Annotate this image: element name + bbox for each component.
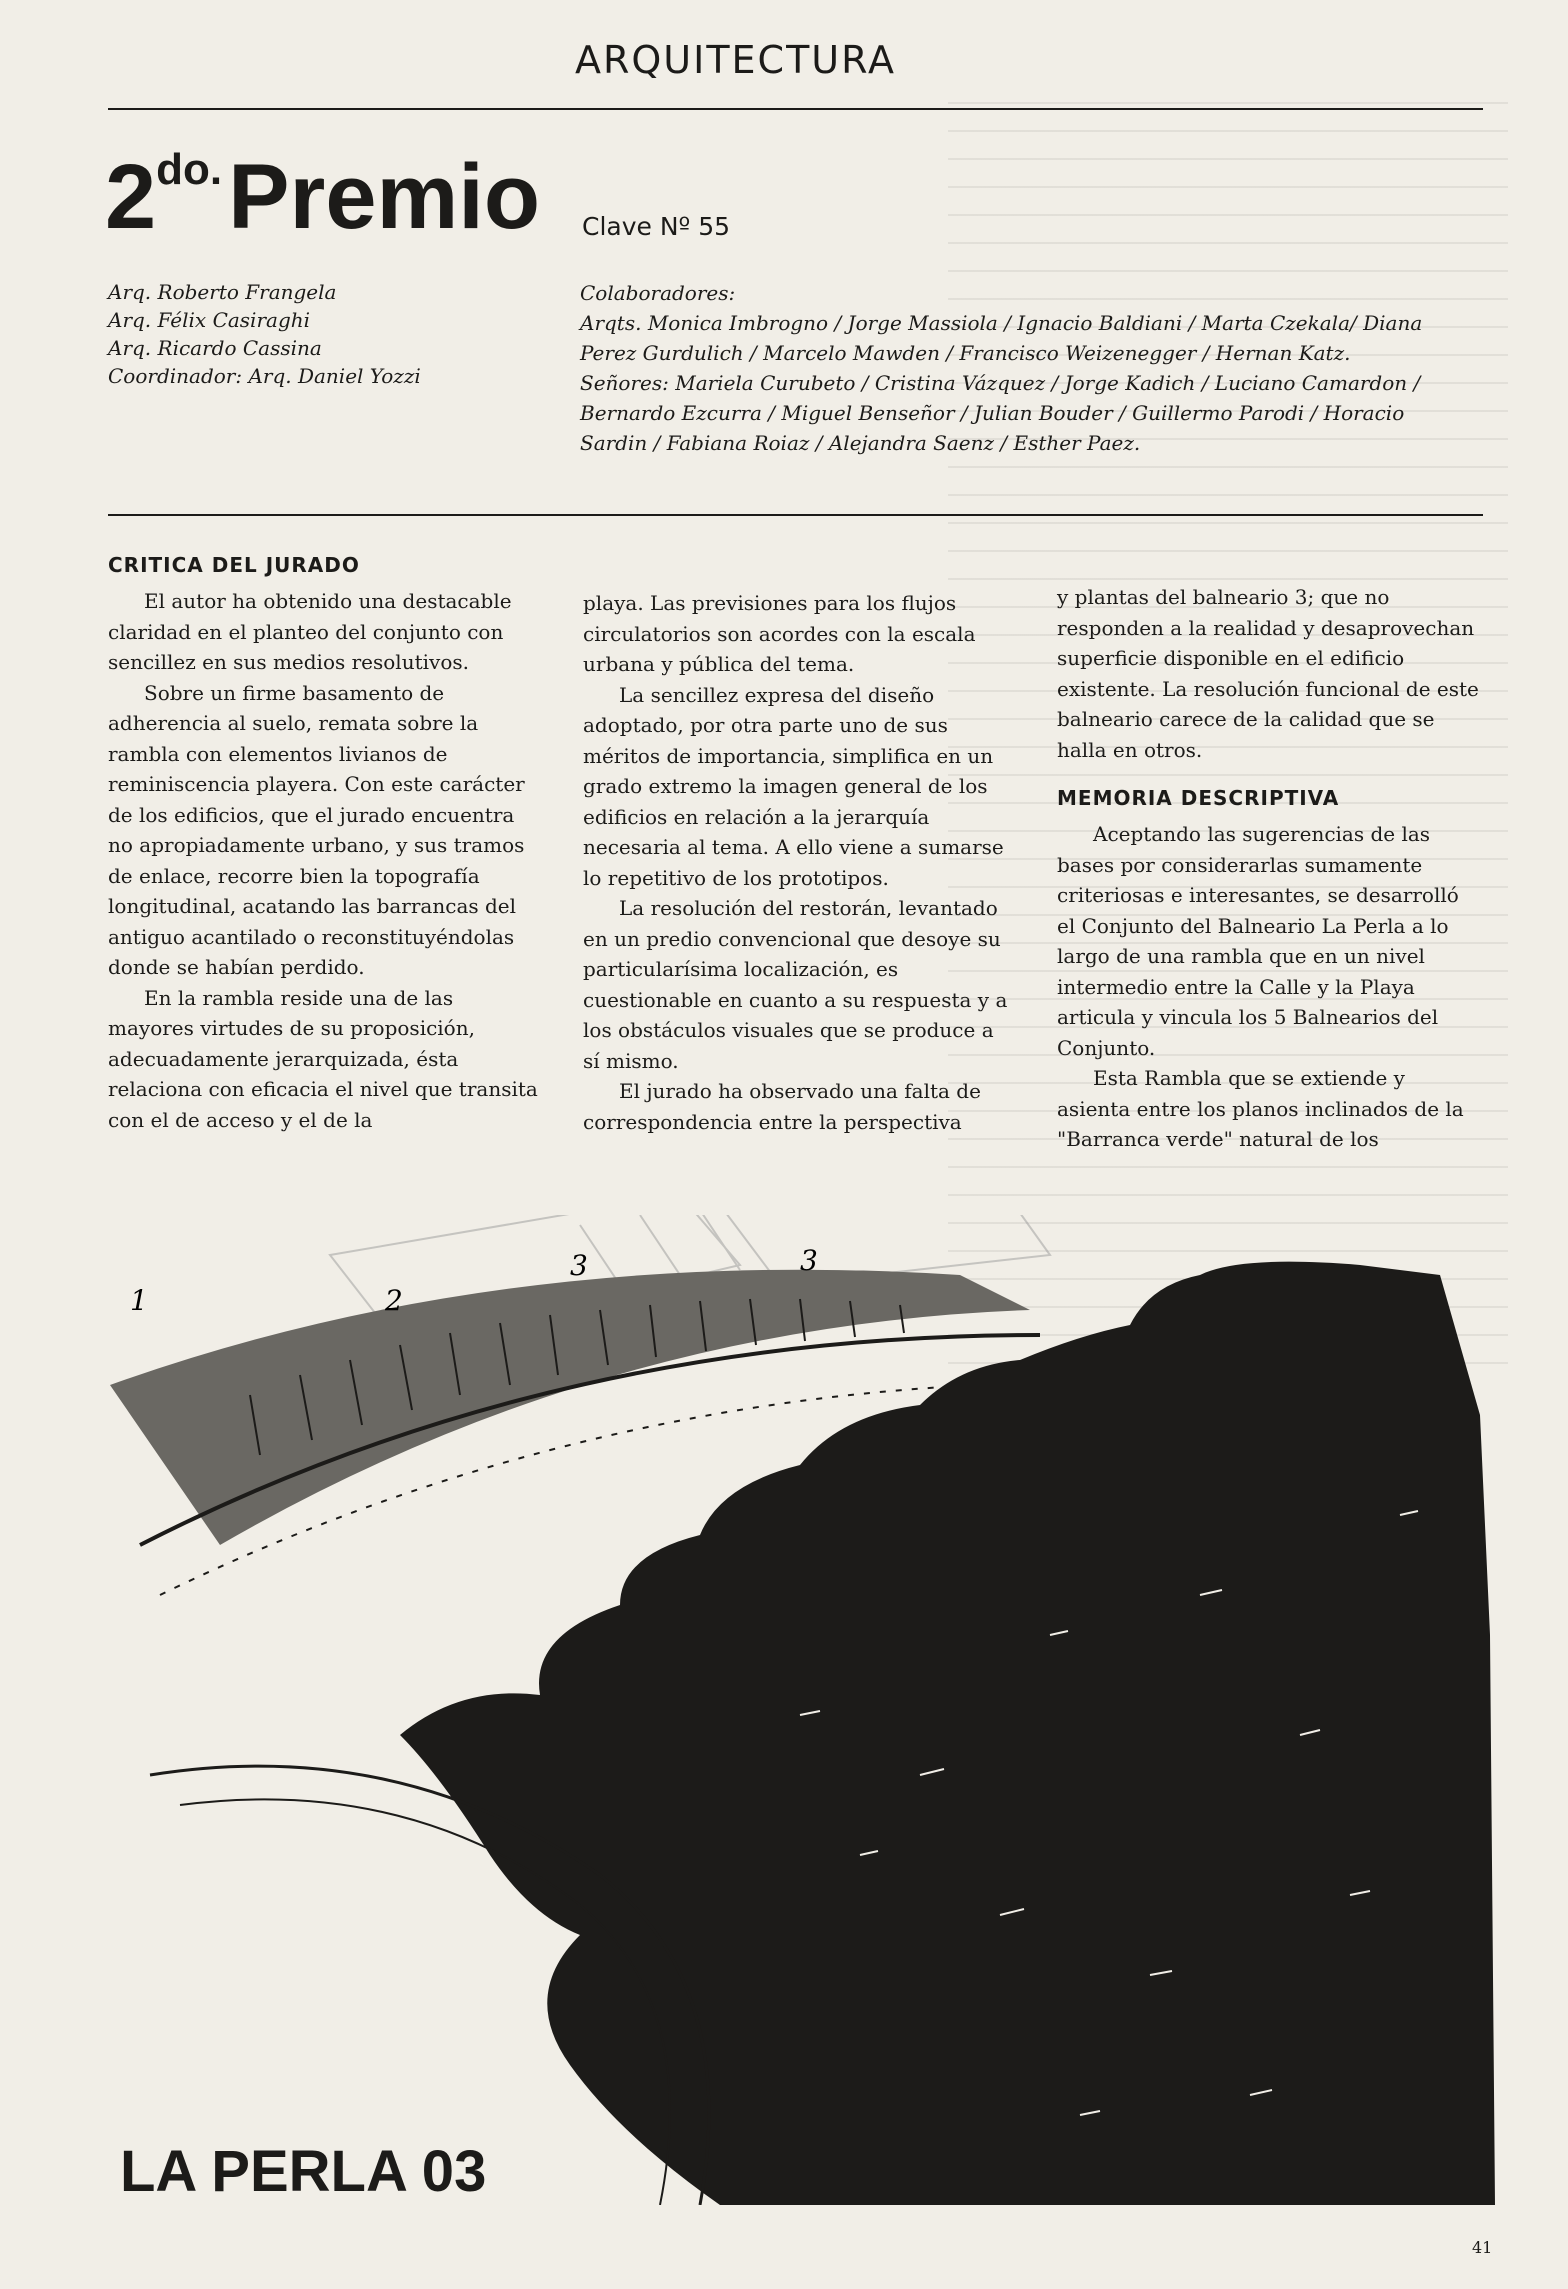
memoria-heading: MEMORIA DESCRIPTIVA <box>1057 786 1340 810</box>
collaborators-senores: Señores: Mariela Curubeto / Cristina Vázquez / Jorge Kadich / Luciano Camardon / Bernardo Ezcurra / Miguel Benseñor / Julian Bouder / Guillermo Parodi / Horacio Sardin / Fabiana Roiaz / Alejandra Saenz / Esther Paez. <box>580 371 1421 455</box>
divider-rule <box>108 514 1483 516</box>
paragraph: Esta Rambla que se extiende y asienta entre los planos inclinados de la "Barranca verde" natural de los <box>1057 1066 1464 1151</box>
column-left <box>108 550 543 1135</box>
column-right <box>1057 582 1482 1155</box>
critica-heading: CRITICA DEL JURADO <box>108 553 360 577</box>
coastline-illustration <box>100 1215 1510 2205</box>
paragraph: En la rambla reside una de las mayores virtudes de su proposición, adecuadamente jerarquizada, ésta relaciona con eficacia el nivel que transita con el de acceso y el de la <box>108 985 538 1132</box>
paragraph: Sobre un firme basamento de adherencia al suelo, remata sobre la rambla con elementos livianos de reminiscencia playera. Con este carácter de los edificios, que el jurado encuentra no apropiadamente urbano, y sus tramos de enlace, recorre bien la topografía longitudinal, acatando las barrancas del antiguo acantilado o reconstituyéndolas donde se habían perdido. <box>108 680 525 979</box>
illustration-label: 1 <box>130 1284 148 1317</box>
prize-word: Premio <box>228 146 541 248</box>
collaborators-arqts: Arqts. Monica Imbrogno / Jorge Massiola / Ignacio Baldiani / Marta Czekala/ Diana Perez Gurdulich / Marcelo Mawden / Francisco Weizenegger / Hernan Katz. <box>580 311 1423 365</box>
page-number: 41 <box>1472 2238 1493 2257</box>
illustration-label: 3 <box>800 1244 818 1277</box>
paragraph: La resolución del restorán, levantado en un predio convencional que desoye su particularísima localización, es cuestionable en cuanto a su respuesta y a los obstáculos visuales que se produce a sí mismo. <box>583 896 1008 1073</box>
paragraph: Aceptando las sugerencias de las bases por considerarlas sumamente criteriosas e interesantes, se desarrolló el Conjunto del Balneario La Perla a lo largo de una rambla que en un nivel intermedio entre la Calle y la Playa articula y vincula los 5 Balnearios del Conjunto. <box>1057 822 1459 1060</box>
author: Arq. Ricardo Cassina <box>108 336 322 360</box>
footer-title: LA PERLA 03 <box>120 2139 487 2204</box>
illustration-label: 2 <box>385 1284 403 1317</box>
prize-title <box>105 145 540 250</box>
paragraph: La sencillez expresa del diseño adoptado, por otra parte uno de sus méritos de importancia, simplifica en un grado extremo la imagen general de los edificios en relación a la jerarquía necesaria al tema. A ello viene a sumarse lo repetitivo de los prototipos. <box>583 682 1004 890</box>
header-rule <box>108 108 1483 110</box>
coordinator: Coordinador: Arq. Daniel Yozzi <box>108 364 421 388</box>
collaborators-label: Colaboradores: <box>580 281 736 305</box>
author: Arq. Roberto Frangela <box>108 280 337 304</box>
clave-number: Clave Nº 55 <box>582 212 731 241</box>
paragraph: y plantas del balneario 3; que no responden a la realidad y desaprovechan superficie disponible en el edificio existente. La resolución funcional de este balneario carece de la calidad que se halla en otros. <box>1057 585 1479 762</box>
collaborators <box>580 278 1450 458</box>
illustration-label: 3 <box>570 1249 588 1282</box>
paragraph: El jurado ha observado una falta de correspondencia entre la perspectiva <box>583 1079 981 1134</box>
paragraph: playa. Las previsiones para los flujos circulatorios son acordes con la escala urbana y pública del tema. <box>583 591 976 676</box>
prize-number: 2 <box>105 146 157 248</box>
column-middle <box>583 588 1013 1137</box>
section-title: ARQUITECTURA <box>575 38 896 82</box>
author: Arq. Félix Casiraghi <box>108 308 311 332</box>
paragraph: El autor ha obtenido una destacable claridad en el planteo del conjunto con sencillez en sus medios resolutivos. <box>108 589 512 674</box>
author-list <box>108 278 488 390</box>
prize-superscript: do. <box>156 145 223 194</box>
